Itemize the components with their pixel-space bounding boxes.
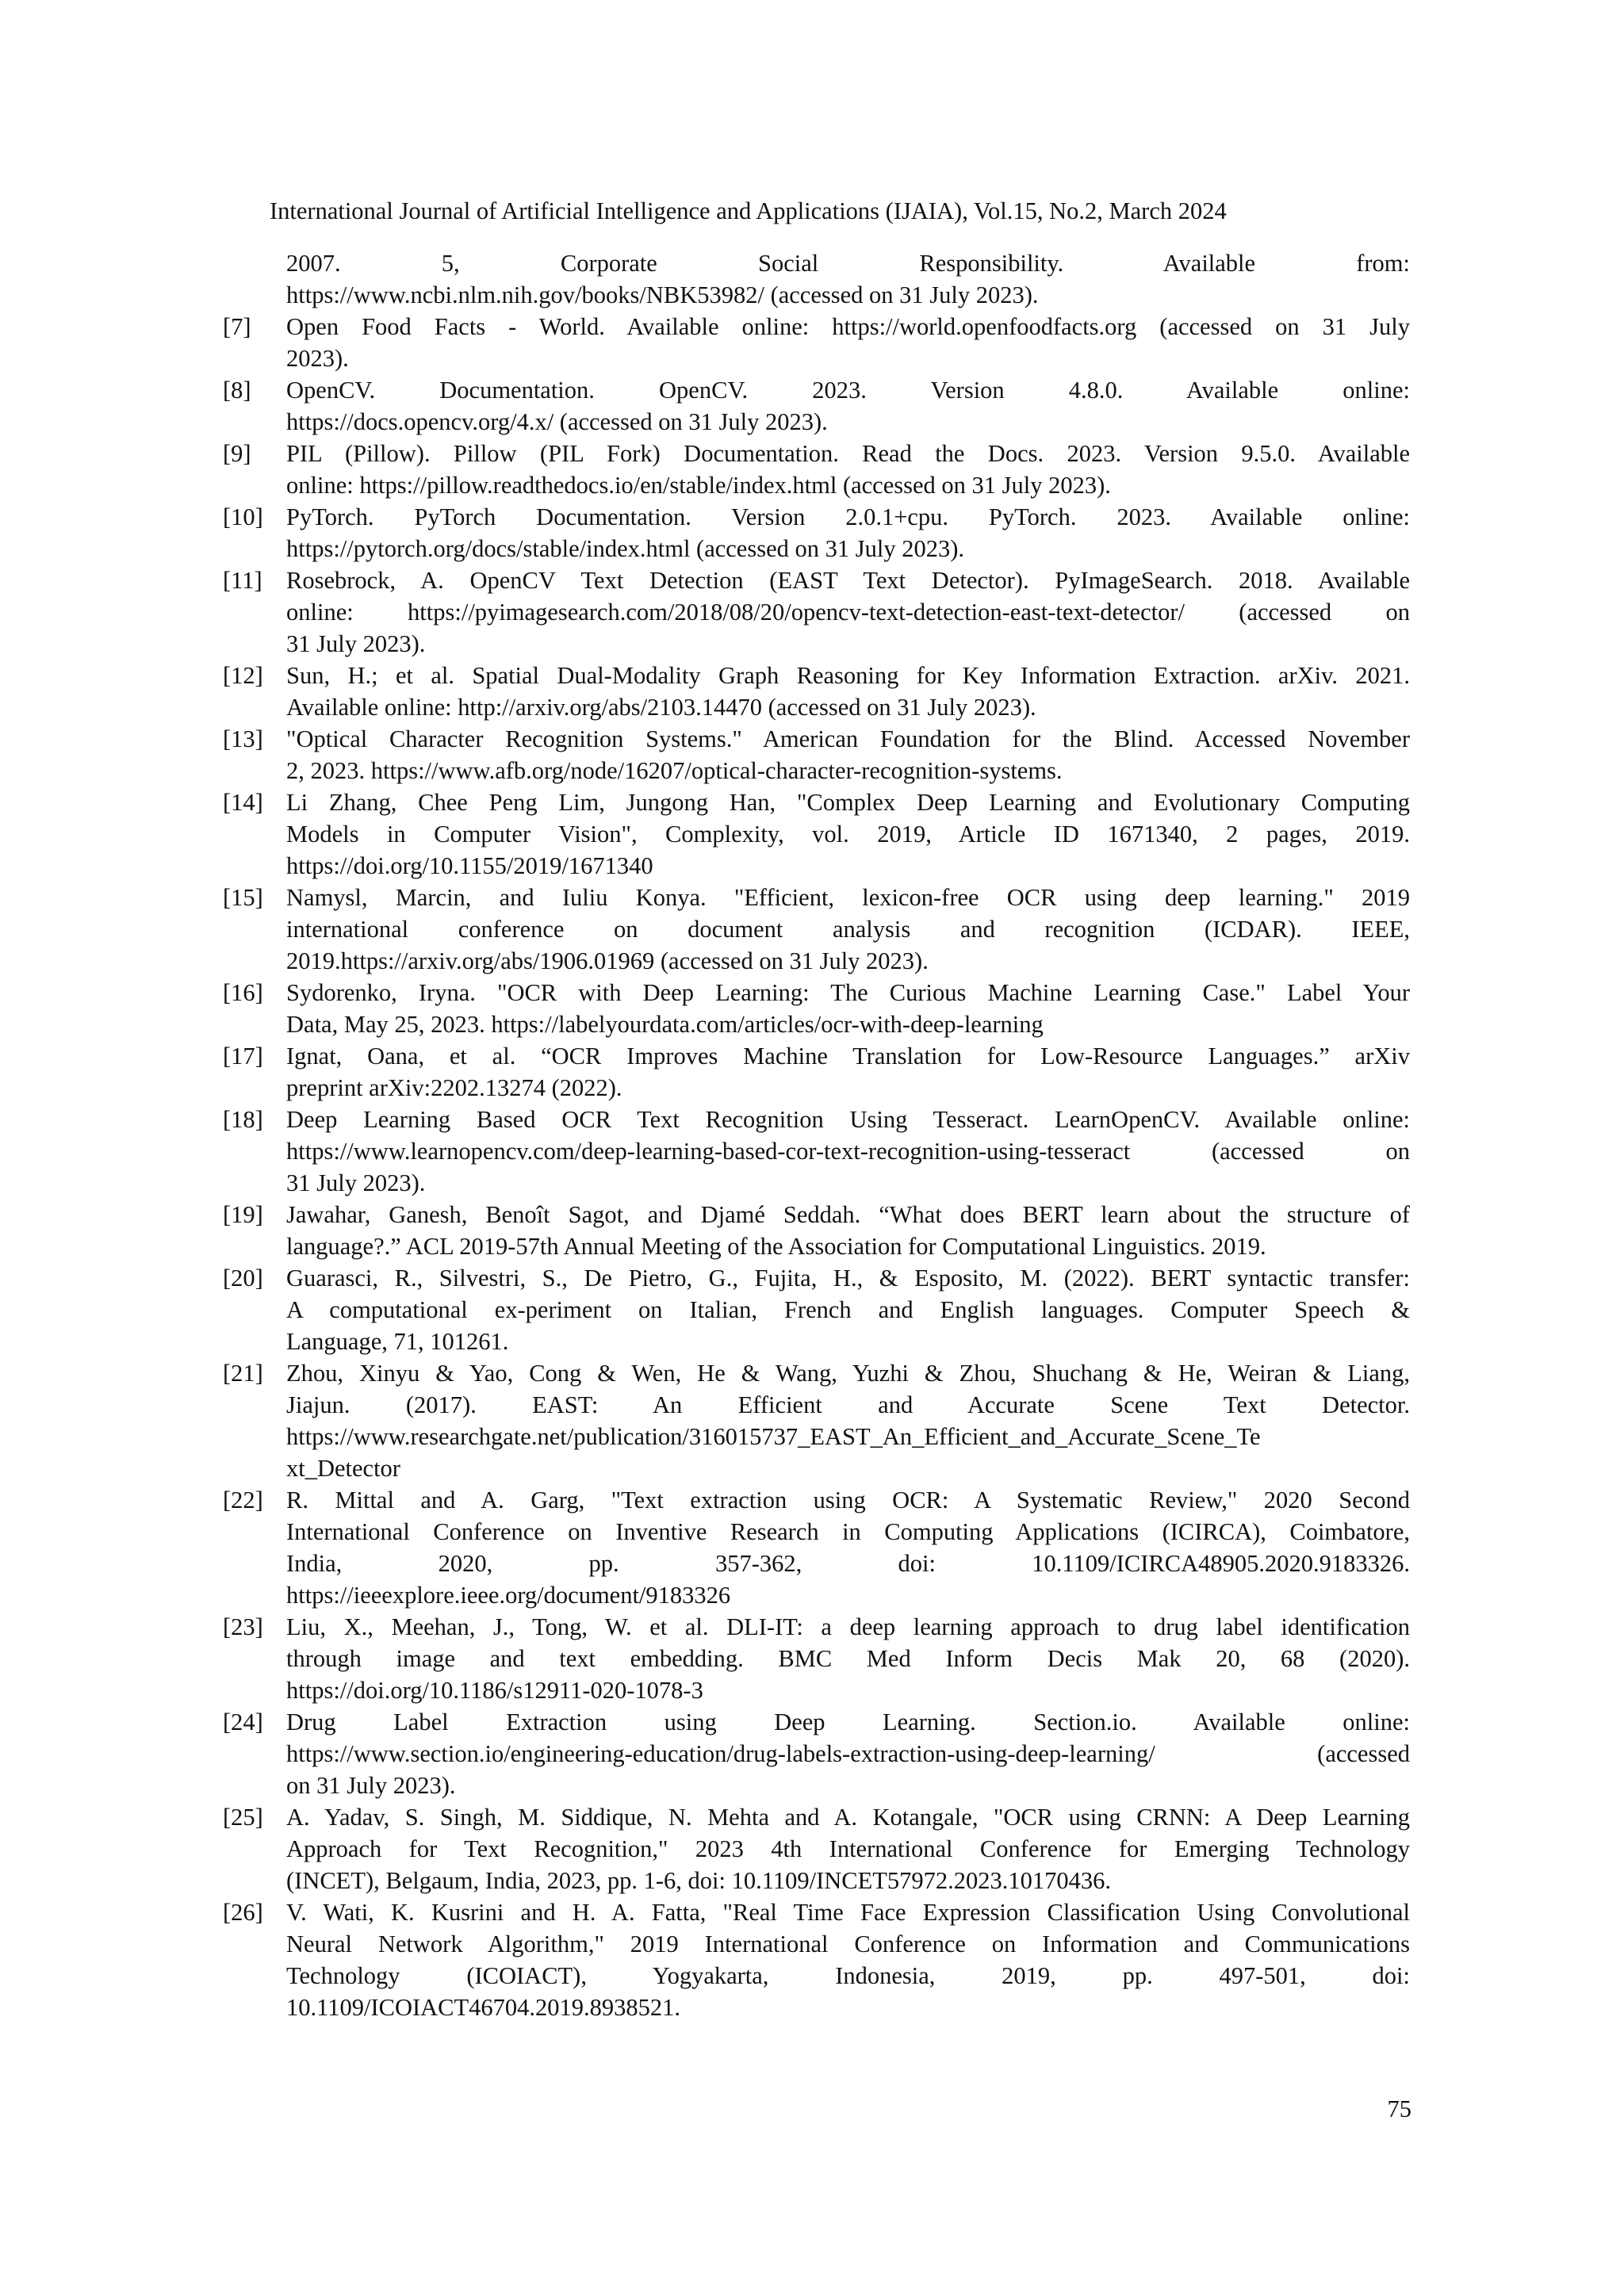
reference-line: language?.” ACL 2019-57th Annual Meeting of the Association for Computational Linguistics. 2019. xyxy=(286,1233,1266,1260)
reference-item xyxy=(223,1706,1410,1801)
reference-item xyxy=(223,1104,1410,1199)
reference-line: https://www.ncbi.nlm.nih.gov/books/NBK53982/ (accessed on 31 July 2023). xyxy=(286,281,1039,308)
reference-line: 2, 2023. https://www.afb.org/node/16207/optical-character-recognition-systems. xyxy=(286,757,1063,784)
reference-number: [17] xyxy=(223,1043,263,1070)
reference-number: [22] xyxy=(223,1487,263,1513)
reference-line: 2019.https://arxiv.org/abs/1906.01969 (accessed on 31 July 2023). xyxy=(286,947,929,974)
reference-text xyxy=(286,1262,1410,1357)
reference-line: International Conference on Inventive Research in Computing Applications (ICIRCA), Coimbatore, xyxy=(286,1518,1410,1545)
reference-line: Language, 71, 101261. xyxy=(286,1328,509,1355)
reference-text xyxy=(286,1040,1410,1104)
reference-text xyxy=(286,723,1410,786)
reference-text xyxy=(286,1611,1410,1706)
reference-line: Namysl, Marcin, and Iuliu Konya. "Efficient, lexicon-free OCR using deep learning." 2019 xyxy=(286,884,1410,911)
reference-item xyxy=(223,1040,1410,1104)
reference-number: [21] xyxy=(223,1360,263,1387)
reference-line: Ignat, Oana, et al. “OCR Improves Machine Translation for Low-Resource Languages.” arXiv xyxy=(286,1043,1410,1070)
reference-line: Models in Computer Vision", Complexity, vol. 2019, Article ID 1671340, 2 pages, 2019. xyxy=(286,821,1410,848)
reference-line: online: https://pillow.readthedocs.io/en/stable/index.html (accessed on 31 July 2023). xyxy=(286,472,1111,499)
reference-text xyxy=(286,1706,1410,1801)
reference-line: Sun, H.; et al. Spatial Dual-Modality Graph Reasoning for Key Information Extraction. arXiv. 2021. xyxy=(286,662,1410,689)
reference-line: "Optical Character Recognition Systems." American Foundation for the Blind. Accessed November xyxy=(286,725,1410,752)
reference-line: Data, May 25, 2023. https://labelyourdata.com/articles/ocr-with-deep-learning xyxy=(286,1011,1044,1038)
reference-line: Approach for Text Recognition," 2023 4th International Conference for Emerging Technology xyxy=(286,1835,1410,1862)
reference-item xyxy=(223,247,1410,311)
reference-item xyxy=(223,564,1410,660)
reference-line: 31 July 2023). xyxy=(286,1169,426,1196)
reference-line: V. Wati, K. Kusrini and H. A. Fatta, "Real Time Face Expression Classification Using Convolutional xyxy=(286,1899,1410,1926)
reference-item xyxy=(223,1262,1410,1357)
reference-item xyxy=(223,1896,1410,2023)
reference-line: https://www.section.io/engineering-education/drug-labels-extraction-using-deep-learning/ (accessed xyxy=(286,1740,1410,1767)
reference-number: [9] xyxy=(223,440,251,467)
reference-line: 10.1109/ICOIACT46704.2019.8938521. xyxy=(286,1994,681,2021)
reference-line: Available online: http://arxiv.org/abs/2103.14470 (accessed on 31 July 2023). xyxy=(286,694,1036,721)
reference-line: https://pytorch.org/docs/stable/index.html (accessed on 31 July 2023). xyxy=(286,535,964,562)
reference-line: https://ieeexplore.ieee.org/document/9183326 xyxy=(286,1582,731,1609)
reference-line: India, 2020, pp. 357-362, doi: 10.1109/ICIRCA48905.2020.9183326. xyxy=(286,1550,1410,1577)
reference-text xyxy=(286,438,1410,501)
reference-text xyxy=(286,1896,1410,2023)
reference-text xyxy=(286,564,1410,660)
reference-text xyxy=(286,882,1410,977)
reference-number: [15] xyxy=(223,884,263,911)
reference-line: Sydorenko, Iryna. "OCR with Deep Learning: The Curious Machine Learning Case." Label Your xyxy=(286,979,1410,1006)
reference-line: Drug Label Extraction using Deep Learning. Section.io. Available online: xyxy=(286,1709,1410,1735)
reference-line: https://docs.opencv.org/4.x/ (accessed on 31 July 2023). xyxy=(286,408,828,435)
reference-number: [12] xyxy=(223,662,263,689)
reference-number: [7] xyxy=(223,313,251,340)
reference-line: international conference on document analysis and recognition (ICDAR). IEEE, xyxy=(286,916,1410,943)
reference-line: online: https://pyimagesearch.com/2018/08/20/opencv-text-detection-east-text-detector/ (accessed on xyxy=(286,599,1410,626)
reference-text xyxy=(286,660,1410,723)
reference-text xyxy=(286,977,1410,1040)
reference-line: Zhou, Xinyu & Yao, Cong & Wen, He & Wang, Yuzhi & Zhou, Shuchang & He, Weiran & Liang, xyxy=(286,1360,1410,1387)
reference-number: [18] xyxy=(223,1106,263,1133)
reference-line: https://www.researchgate.net/publication/316015737_EAST_An_Efficient_and_Accurate_Scene_Te xyxy=(286,1423,1261,1450)
reference-line: https://doi.org/10.1186/s12911-020-1078-3 xyxy=(286,1677,703,1704)
reference-line: preprint arXiv:2202.13274 (2022). xyxy=(286,1074,622,1101)
reference-line: PyTorch. PyTorch Documentation. Version 2.0.1+cpu. PyTorch. 2023. Available online: xyxy=(286,503,1410,530)
reference-number: [8] xyxy=(223,377,251,404)
reference-item xyxy=(223,786,1410,882)
reference-item xyxy=(223,1199,1410,1262)
reference-line: Jawahar, Ganesh, Benoît Sagot, and Djamé Seddah. “What does BERT learn about the structure of xyxy=(286,1201,1410,1228)
reference-item xyxy=(223,438,1410,501)
reference-number: [23] xyxy=(223,1613,263,1640)
reference-number: [10] xyxy=(223,503,263,530)
reference-item xyxy=(223,723,1410,786)
reference-item xyxy=(223,501,1410,564)
reference-line: Open Food Facts - World. Available online: https://world.openfoodfacts.org (accessed on 31 July xyxy=(286,313,1410,340)
reference-item xyxy=(223,1801,1410,1896)
reference-number: [26] xyxy=(223,1899,263,1926)
reference-line: xt_Detector xyxy=(286,1455,400,1482)
reference-line: R. Mittal and A. Garg, "Text extraction using OCR: A Systematic Review," 2020 Second xyxy=(286,1487,1410,1513)
reference-line: Li Zhang, Chee Peng Lim, Jungong Han, "Complex Deep Learning and Evolutionary Computing xyxy=(286,789,1410,816)
reference-item xyxy=(223,660,1410,723)
reference-line: PIL (Pillow). Pillow (PIL Fork) Documentation. Read the Docs. 2023. Version 9.5.0. Available xyxy=(286,440,1410,467)
reference-line: 2023). xyxy=(286,345,349,372)
reference-item xyxy=(223,1357,1410,1484)
reference-line: https://doi.org/10.1155/2019/1671340 xyxy=(286,852,653,879)
reference-number: [11] xyxy=(223,567,262,594)
reference-number: [14] xyxy=(223,789,263,816)
reference-line: Rosebrock, A. OpenCV Text Detection (EAST Text Detector). PyImageSearch. 2018. Available xyxy=(286,567,1410,594)
reference-number: [24] xyxy=(223,1709,263,1735)
reference-line: 2007. 5, Corporate Social Responsibility. Available from: xyxy=(286,250,1410,277)
reference-line: Neural Network Algorithm," 2019 International Conference on Information and Communications xyxy=(286,1931,1410,1957)
reference-line: OpenCV. Documentation. OpenCV. 2023. Version 4.8.0. Available online: xyxy=(286,377,1410,404)
reference-line: on 31 July 2023). xyxy=(286,1772,456,1799)
reference-text xyxy=(286,311,1410,374)
reference-list xyxy=(223,247,1410,2023)
reference-text xyxy=(286,1357,1410,1484)
reference-number: [13] xyxy=(223,725,263,752)
reference-item xyxy=(223,311,1410,374)
reference-text xyxy=(286,786,1410,882)
reference-line: Technology (ICOIACT), Yogyakarta, Indonesia, 2019, pp. 497-501, doi: xyxy=(286,1962,1410,1989)
reference-text xyxy=(286,1199,1410,1262)
running-header: International Journal of Artificial Intelligence and Applications (IJAIA), Vol.15, No.2, March 2024 xyxy=(270,197,1227,224)
reference-line: A computational ex-periment on Italian, French and English languages. Computer Speech & xyxy=(286,1296,1410,1323)
reference-line: A. Yadav, S. Singh, M. Siddique, N. Mehta and A. Kotangale, "OCR using CRNN: A Deep Learning xyxy=(286,1804,1410,1831)
reference-text xyxy=(286,1104,1410,1199)
reference-line: Deep Learning Based OCR Text Recognition Using Tesseract. LearnOpenCV. Available online: xyxy=(286,1106,1410,1133)
reference-item xyxy=(223,1484,1410,1611)
reference-item xyxy=(223,882,1410,977)
reference-text xyxy=(286,1801,1410,1896)
reference-number: [16] xyxy=(223,979,263,1006)
reference-line: Guarasci, R., Silvestri, S., De Pietro, G., Fujita, H., & Esposito, M. (2022). BERT syntactic transfer: xyxy=(286,1265,1410,1292)
reference-line: 31 July 2023). xyxy=(286,630,426,657)
reference-number: [25] xyxy=(223,1804,263,1831)
reference-text xyxy=(286,247,1410,311)
reference-line: through image and text embedding. BMC Med Inform Decis Mak 20, 68 (2020). xyxy=(286,1645,1410,1672)
reference-item xyxy=(223,977,1410,1040)
reference-text xyxy=(286,1484,1410,1611)
reference-item xyxy=(223,374,1410,438)
reference-item xyxy=(223,1611,1410,1706)
reference-line: Jiajun. (2017). EAST: An Efficient and Accurate Scene Text Detector. xyxy=(286,1391,1410,1418)
reference-line: (INCET), Belgaum, India, 2023, pp. 1-6, doi: 10.1109/INCET57972.2023.10170436. xyxy=(286,1867,1111,1894)
reference-number: [20] xyxy=(223,1265,263,1292)
reference-line: Liu, X., Meehan, J., Tong, W. et al. DLI-IT: a deep learning approach to drug label identification xyxy=(286,1613,1410,1640)
page-number: 75 xyxy=(1387,2095,1411,2122)
reference-number: [19] xyxy=(223,1201,263,1228)
reference-text xyxy=(286,374,1410,438)
reference-line: https://www.learnopencv.com/deep-learning-based-cor-text-recognition-using-tesseract (accessed on xyxy=(286,1138,1410,1165)
reference-text xyxy=(286,501,1410,564)
